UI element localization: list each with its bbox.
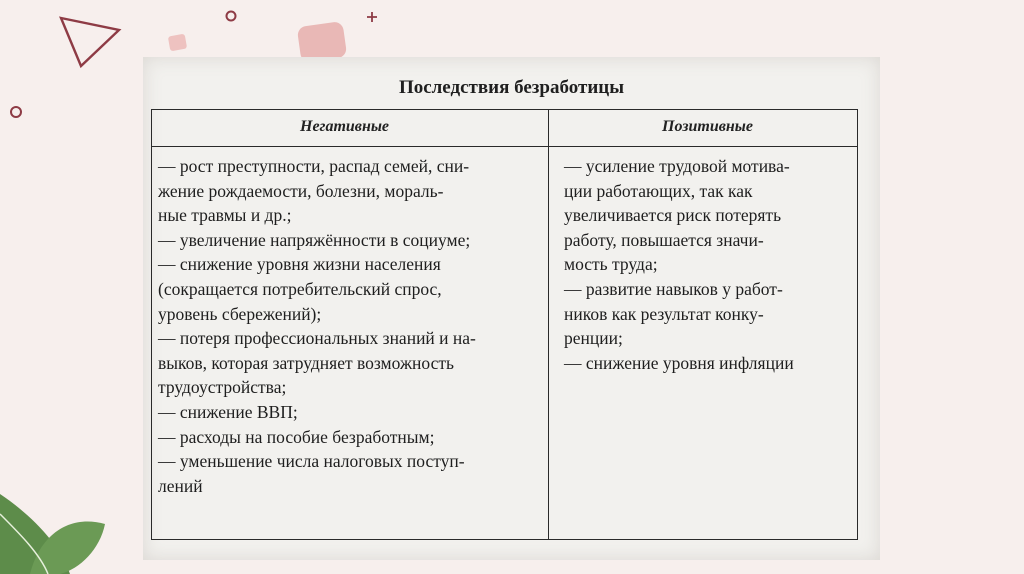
small-circle-icon <box>224 9 238 23</box>
small-circle-icon <box>8 104 24 120</box>
list-item: — усиление трудовой мотива- ции работающих, так как увеличивается риск потерять работу, повышается значи- мость труда; <box>564 156 790 275</box>
header-negative: Негативные <box>300 118 390 135</box>
list-item: — развитие навыков у работ- ников как результат конку- ренции; <box>564 278 783 349</box>
negative-column <box>158 154 542 498</box>
list-item: — рост преступности, распад семей, сни- жение рождаемости, болезни, мораль- ные травмы и др.; <box>158 156 470 226</box>
list-item: — уменьшение числа налоговых поступ- лений <box>158 451 465 496</box>
header-positive: Позитивные <box>662 118 753 135</box>
positive-column <box>564 154 856 375</box>
list-item: — увеличение напряжённости в социуме; <box>158 229 471 250</box>
list-item: — снижение уровня инфляции <box>564 352 794 373</box>
leaf-decoration-icon <box>0 454 110 574</box>
table-title: Последствия безработицы <box>398 77 625 98</box>
plus-icon <box>365 10 379 24</box>
list-item: — расходы на пособие безработным; <box>158 426 435 447</box>
triangle-outline-icon <box>55 12 125 72</box>
consequences-table <box>151 109 858 540</box>
list-item: — потеря профессиональных знаний и на- выков, которая затрудняет возможность трудоустройства; <box>158 328 476 398</box>
list-item: — снижение ВВП; <box>158 401 298 422</box>
column-divider <box>548 110 549 539</box>
scanned-table-image <box>143 57 880 560</box>
pink-square-shape <box>168 34 187 52</box>
list-item: — снижение уровня жизни населения (сокращается потребительский спрос, уровень сбережений); <box>158 254 442 324</box>
